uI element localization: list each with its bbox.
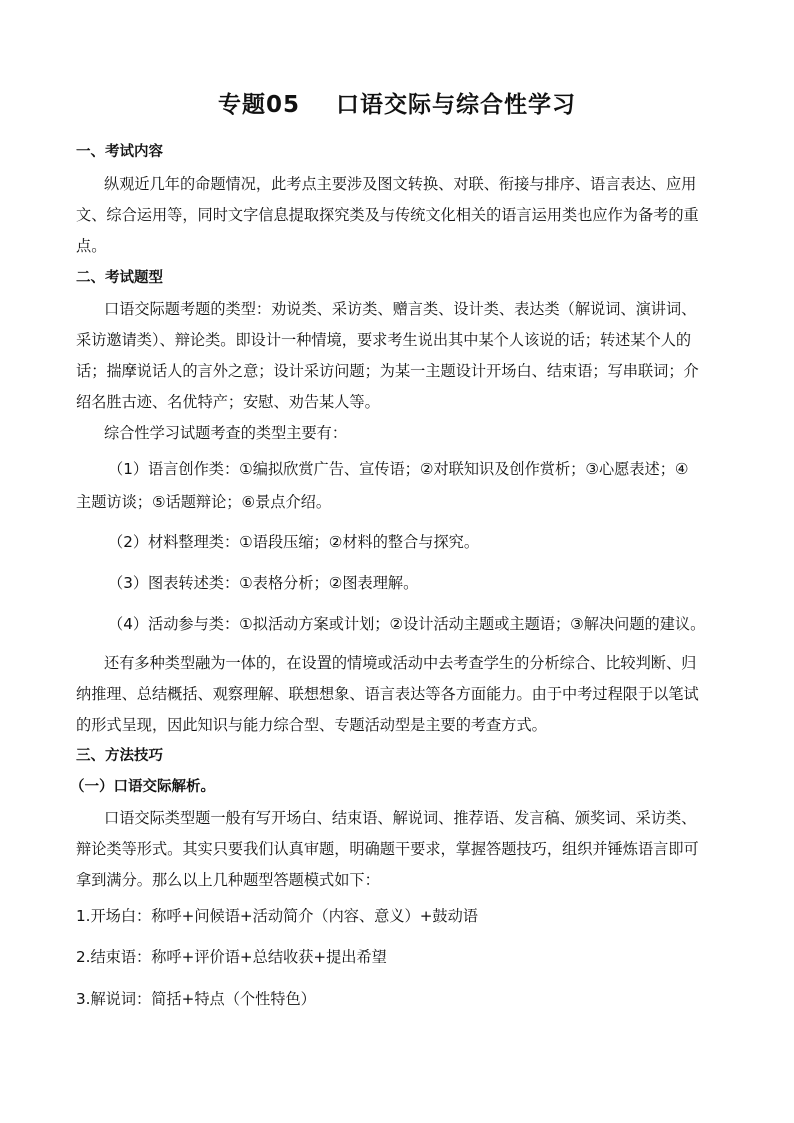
answer-pattern-item: 2.结束语：称呼+评价语+总结收获+提出希望	[76, 948, 387, 966]
section-heading-methods: 三、方法技巧	[76, 748, 163, 764]
paragraph-line: 话；揣摩说话人的言外之意；设计采访问题；为某一主题设计开场白、结束语；写串联词；介	[76, 362, 699, 380]
paragraph-line: 综合性学习试题考查的类型主要有：	[104, 424, 347, 442]
paragraph-line: 口语交际题考题的类型：劝说类、采访类、赠言类、设计类、表达类（解说词、演讲词、	[104, 300, 697, 318]
paragraph-line: 纳推理、总结概括、观察理解、联想想象、语言表达等各方面能力。由于中考过程限于以笔试	[76, 685, 699, 703]
paragraph-line: 纵观近几年的命题情况，此考点主要涉及图文转换、对联、衔接与排序、语言表达、应用	[104, 175, 697, 193]
list-item-continuation: 主题访谈；⑤话题辩论；⑥景点介绍。	[76, 493, 332, 511]
page-title: 专题05 口语交际与综合性学习	[217, 92, 577, 118]
answer-pattern-item: 1.开场白：称呼+问候语+活动简介（内容、意义）+鼓动语	[76, 907, 478, 925]
paragraph-line: 采访邀请类）、辩论类。即设计一种情境，要求考生说出其中某个人该说的话；转述某个人的	[76, 331, 692, 349]
paragraph-line: 还有多种类型融为一体的，在设置的情境或活动中去考查学生的分析综合、比较判断、归	[104, 654, 697, 672]
paragraph-line: 口语交际类型题一般有写开场白、结束语、解说词、推荐语、发言稿、颁奖词、采访类、	[104, 809, 697, 827]
paragraph-line: 的形式呈现，因此知识与能力综合型、专题活动型是主要的考查方式。	[76, 716, 547, 734]
list-item: （4）活动参与类：①拟活动方案或计划；②设计活动主题或主题语；③解决问题的建议。	[108, 615, 706, 633]
paragraph-line: 绍名胜古迹、名优特产；安慰、劝告某人等。	[76, 393, 380, 411]
paragraph-line: 点。	[76, 237, 107, 255]
paragraph-line: 拿到满分。那么以上几种题型答题模式如下：	[76, 871, 380, 889]
list-item: （2）材料整理类：①语段压缩；②材料的整合与探究。	[108, 533, 480, 551]
list-item: （1）语言创作类：①编拟欣赏广告、宣传语；②对联知识及创作赏析；③心愿表述；④	[108, 460, 689, 478]
answer-pattern-item: 3.解说词：简括+特点（个性特色）	[76, 990, 316, 1008]
subsection-heading: （一）口语交际解析。	[70, 779, 215, 795]
paragraph-line: 文、综合运用等，同时文字信息提取探究类及与传统文化相关的语言运用类也应作为备考的重	[76, 206, 699, 224]
paragraph-line: 辩论类等形式。其实只要我们认真审题，明确题干要求，掌握答题技巧，组织并锤炼语言即可	[76, 840, 699, 858]
list-item: （3）图表转述类：①表格分析；②图表理解。	[108, 574, 419, 592]
section-heading-exam-content: 一、考试内容	[76, 144, 163, 160]
section-heading-question-types: 二、考试题型	[76, 270, 163, 286]
